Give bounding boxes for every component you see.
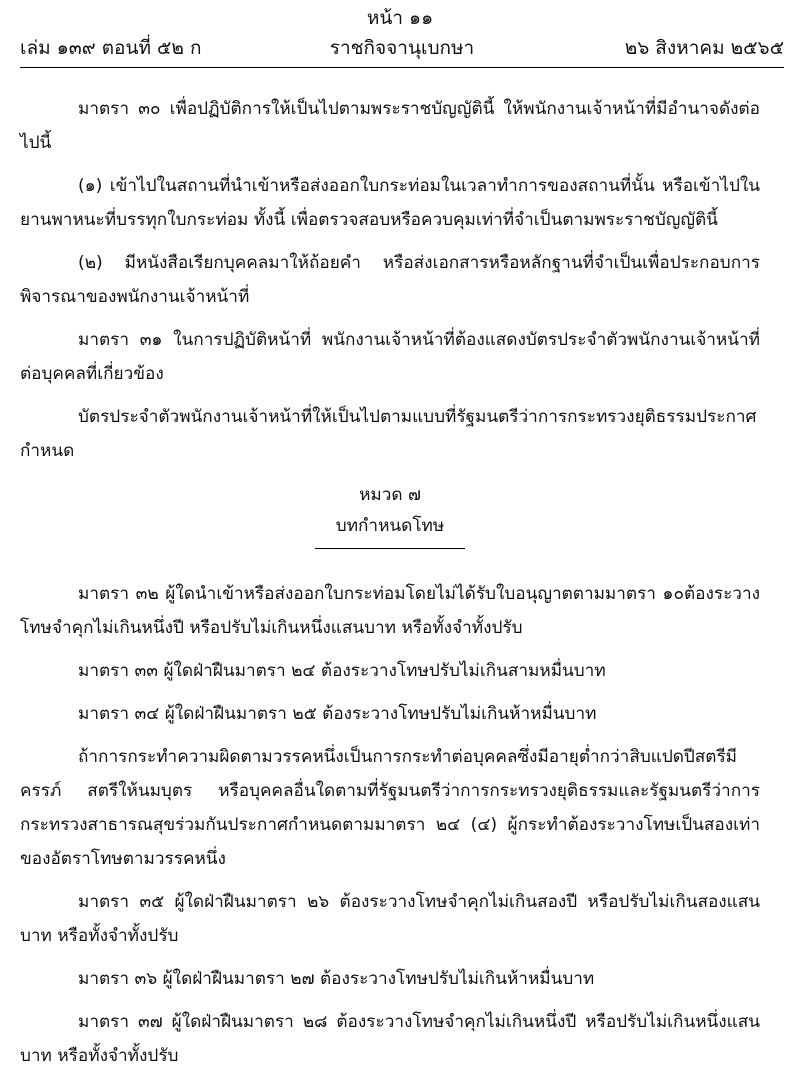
chapter-title-underline xyxy=(315,548,465,549)
section-36-paragraph: มาตรา ๓๖ ผู้ใดฝ่าฝืนมาตรา ๒๗ ต้องระวางโทษปรับไม่เกินห้าหมื่นบาท xyxy=(78,969,595,989)
section-35-paragraph: มาตรา ๓๕ ผู้ใดฝ่าฝืนมาตรา ๒๖ ต้องระวางโทษจำคุกไม่เกินสองปี หรือปรับไม่เกินสองแสนบาท หรือทั้งจำทั้งปรับ xyxy=(20,892,760,946)
section-37-paragraph: มาตรา ๓๗ ผู้ใดฝ่าฝืนมาตรา ๒๘ ต้องระวางโทษจำคุกไม่เกินหนึ่งปี หรือปรับไม่เกินหนึ่งแสนบาท หรือทั้งจำทั้งปรับ xyxy=(20,1012,760,1066)
section-34-second-paragraph: ถ้าการกระทำความผิดตามวรรคหนึ่งเป็นการกระทำต่อบุคคลซึ่งมีอายุต่ำกว่าสิบแปดปีสตรีมีครรภ์ สตรีให้นมบุตร หรือบุคคลอื่นใดตามที่รัฐมนตรีว่าการกระทรวงยุติธรรมและรัฐมนตรีว่าการกระทรวงสาธารณสุขร่วมกันประกาศกำหนดตามมาตรา ๒๔ (๔) ผู้กระทำต้องระวางโทษเป็นสองเท่าของอัตราโทษตามวรรคหนึ่ง xyxy=(20,747,760,869)
header-divider xyxy=(20,67,784,68)
publication-title: ราชกิจจานุเบกษา xyxy=(329,37,475,59)
section-31-card-paragraph: บัตรประจำตัวพนักงานเจ้าหน้าที่ให้เป็นไปตามแบบที่รัฐมนตรีว่าการกระทรวงยุติธรรมประกาศกำหนด xyxy=(20,407,757,461)
section-31-paragraph: มาตรา ๓๑ ในการปฏิบัติหน้าที่ พนักงานเจ้าหน้าที่ต้องแสดงบัตรประจำตัวพนักงานเจ้าหน้าที่ต่อบุคคลที่เกี่ยวข้อง xyxy=(20,330,760,384)
chapter-title: บทกำหนดโทษ xyxy=(335,516,445,536)
page-number: หน้า ๑๑ xyxy=(366,7,434,29)
volume-issue: เล่ม ๑๓๙ ตอนที่ ๕๒ ก xyxy=(20,37,202,59)
page-header xyxy=(20,33,784,63)
publication-date: ๒๖ สิงหาคม ๒๕๖๕ xyxy=(624,37,784,59)
chapter-number: หมวด ๗ xyxy=(359,485,421,505)
section-34-paragraph: มาตรา ๓๔ ผู้ใดฝ่าฝืนมาตรา ๒๕ ต้องระวางโทษปรับไม่เกินห้าหมื่นบาท xyxy=(78,704,597,724)
section-33-paragraph: มาตรา ๓๓ ผู้ใดฝ่าฝืนมาตรา ๒๔ ต้องระวางโทษปรับไม่เกินสามหมื่นบาท xyxy=(78,661,606,681)
section-32-paragraph: มาตรา ๓๒ ผู้ใดนำเข้าหรือส่งออกใบกระท่อมโดยไม่ได้รับใบอนุญาตตามมาตรา ๑๐ต้องระวางโทษจำคุกไม่เกินหนึ่งปี หรือปรับไม่เกินหนึ่งแสนบาท หรือทั้งจำทั้งปรับ xyxy=(20,584,760,638)
document-body xyxy=(20,92,760,1082)
section-30-item-2: (๒) มีหนังสือเรียกบุคคลมาให้ถ้อยคำ หรือส่งเอกสารหรือหลักฐานที่จำเป็นเพื่อประกอบการพิจารณาของพนักงานเจ้าหน้าที่ xyxy=(20,253,760,307)
section-30-item-1: (๑) เข้าไปในสถานที่นำเข้าหรือส่งออกใบกระท่อมในเวลาทำการของสถานที่นั้น หรือเข้าไปในยานพาหนะที่บรรทุกใบกระท่อม ทั้งนี้ เพื่อตรวจสอบหรือควบคุมเท่าที่จำเป็นตามพระราชบัญญัตินี้ xyxy=(20,176,760,230)
chapter-heading xyxy=(20,480,760,542)
section-30-paragraph: มาตรา ๓๐ เพื่อปฏิบัติการให้เป็นไปตามพระราชบัญญัตินี้ ให้พนักงานเจ้าหน้าที่มีอำนาจดังต่อไปนี้ xyxy=(20,99,760,153)
